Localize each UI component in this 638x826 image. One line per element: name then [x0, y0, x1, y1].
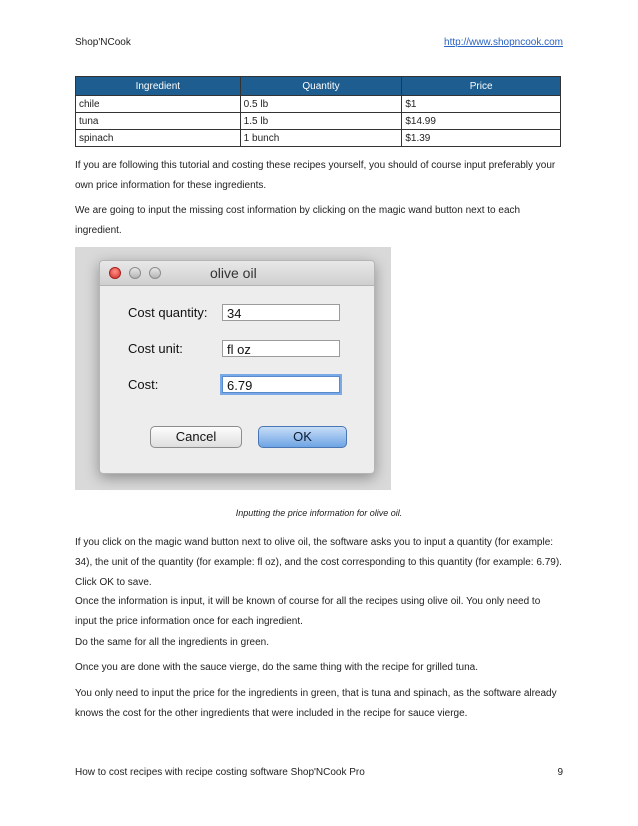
paragraph-intro: If you are following this tutorial and costing these recipes yourself, you should of course input preferably your own price information for these ingredients.	[75, 160, 556, 191]
cell-quantity: 0.5 lb	[240, 96, 402, 113]
paragraph-grilled-tuna: Once you are done with the sauce vierge, do the same thing with the recipe for grilled tuna.	[75, 662, 479, 673]
figure-caption: Inputting the price information for olive oil.	[235, 508, 403, 518]
minimize-window-icon[interactable]	[129, 267, 141, 279]
table-row	[76, 113, 561, 130]
cell-price: $14.99	[402, 113, 561, 130]
table-row	[76, 96, 561, 113]
dialog-titlebar	[100, 261, 374, 286]
header-url-link[interactable]: http://www.shopncook.com	[444, 37, 563, 48]
cost-label: Cost:	[128, 377, 159, 392]
paragraph-known: Once the information is input, it will be known of course for all the recipes using olive oil. You only need to input the price information once for each ingredient.	[75, 596, 541, 627]
dialog-title: olive oil	[210, 265, 257, 281]
ok-button[interactable]: OK	[258, 426, 347, 448]
close-window-icon[interactable]	[109, 267, 121, 279]
cost-quantity-input[interactable]: 34	[222, 304, 340, 321]
column-header-price: Price	[402, 77, 561, 96]
cost-unit-label: Cost unit:	[128, 341, 183, 356]
cost-quantity-label: Cost quantity:	[128, 305, 208, 320]
zoom-window-icon[interactable]	[149, 267, 161, 279]
cell-price: $1	[402, 96, 561, 113]
cell-ingredient: chile	[76, 96, 241, 113]
cell-price: $1.39	[402, 130, 561, 147]
cell-quantity: 1.5 lb	[240, 113, 402, 130]
footer-title: How to cost recipes with recipe costing software Shop'NCook Pro	[75, 767, 365, 778]
paragraph-click-wand: If you click on the magic wand button next to olive oil, the software asks you to input a quantity (for example: 34), the unit of the quantity (for example: fl oz), and the cost corresponding to this quantity (for example: 6.79). Click OK to save.	[75, 537, 562, 588]
header-brand: Shop'NCook	[75, 37, 131, 48]
column-header-quantity: Quantity	[240, 77, 402, 96]
dialog-screenshot	[75, 247, 391, 490]
cell-ingredient: tuna	[76, 113, 241, 130]
cost-input[interactable]: 6.79	[222, 376, 340, 393]
cost-dialog-window	[99, 260, 375, 474]
ingredient-table	[75, 76, 561, 147]
table-row	[76, 130, 561, 147]
paragraph-green: Do the same for all the ingredients in green.	[75, 637, 269, 648]
page-number: 9	[557, 767, 563, 778]
cost-unit-input[interactable]: fl oz	[222, 340, 340, 357]
column-header-ingredient: Ingredient	[76, 77, 241, 96]
cell-quantity: 1 bunch	[240, 130, 402, 147]
table-header-row	[76, 77, 561, 96]
paragraph-tuna-spinach: You only need to input the price for the ingredients in green, that is tuna and spinach, as the software already knows the cost for the other ingredients that were included in the recipe for sauce vierge.	[75, 688, 557, 719]
cancel-button[interactable]: Cancel	[150, 426, 242, 448]
paragraph-magic-wand: We are going to input the missing cost information by clicking on the magic wand button next to each ingredient.	[75, 205, 521, 236]
cell-ingredient: spinach	[76, 130, 241, 147]
